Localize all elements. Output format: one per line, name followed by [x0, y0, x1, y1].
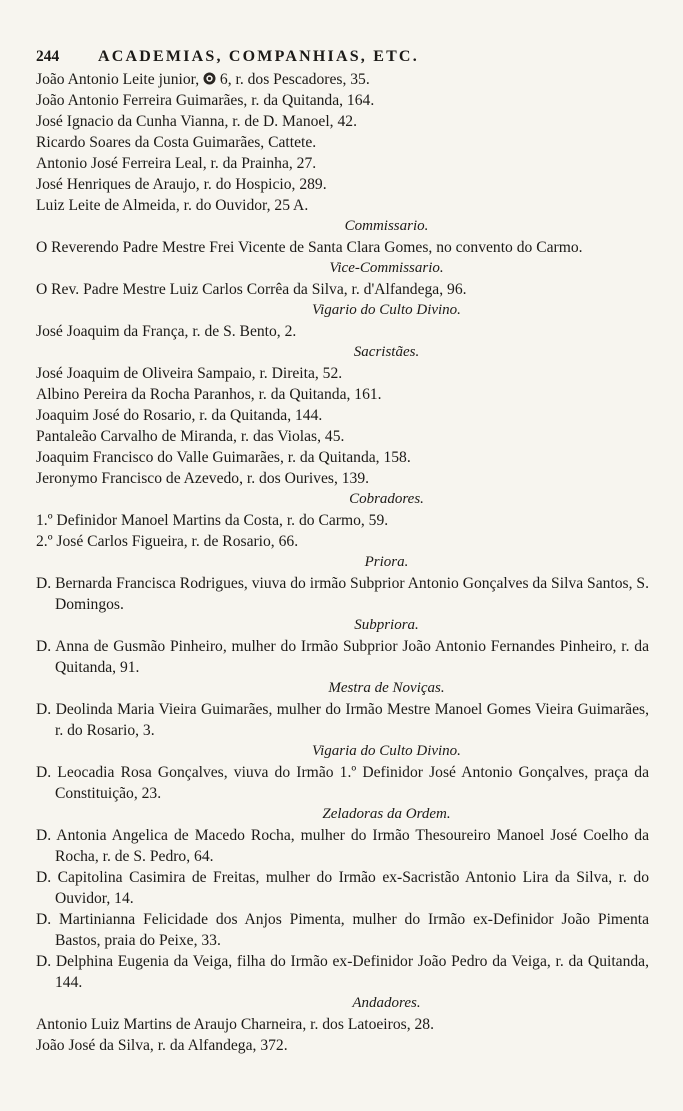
directory-entry: D. Capitolina Casimira de Freitas, mulher do Irmão ex-Sacristão Antonio Lira da Silva, r. do Ouvidor, 14.: [36, 869, 649, 907]
directory-entry: Luiz Leite de Almeida, r. do Ouvidor, 25 A.: [36, 197, 309, 214]
running-head: ACADEMIAS, COMPANHIAS, ETC.: [98, 48, 419, 65]
section-heading: Vigario do Culto Divino.: [312, 302, 461, 318]
directory-entry: D. Antonia Angelica de Macedo Rocha, mulher do Irmão Thesoureiro Manoel José Coelho da Rocha, r. de S. Pedro, 64.: [36, 827, 649, 865]
directory-entry: Albino Pereira da Rocha Paranhos, r. da Quitanda, 161.: [36, 386, 382, 403]
section-heading: Mestra de Noviças.: [328, 680, 445, 696]
directory-entry: Joaquim José do Rosario, r. da Quitanda, 144.: [36, 407, 323, 424]
section-heading: Cobradores.: [349, 491, 424, 507]
directory-entry: José Henriques de Araujo, r. do Hospicio, 289.: [36, 176, 327, 193]
directory-entry: João Antonio Ferreira Guimarães, r. da Quitanda, 164.: [36, 92, 375, 109]
directory-entry: José Joaquim de Oliveira Sampaio, r. Direita, 52.: [36, 365, 343, 382]
directory-entry: Jeronymo Francisco de Azevedo, r. dos Ourives, 139.: [36, 470, 370, 487]
section-heading: Priora.: [364, 554, 409, 570]
directory-entry: D. Delphina Eugenia da Veiga, filha do Irmão ex-Definidor João Pedro da Veiga, r. da Quitanda, 144.: [36, 953, 649, 991]
directory-entry: José Ignacio da Cunha Vianna, r. de D. Manoel, 42.: [36, 113, 357, 130]
directory-entry: João José da Silva, r. da Alfandega, 372.: [36, 1037, 288, 1054]
directory-entry: 1.º Definidor Manoel Martins da Costa, r. do Carmo, 59.: [36, 512, 389, 529]
directory-entry: D. Leocadia Rosa Gonçalves, viuva do Irmão 1.º Definidor José Antonio Gonçalves, praça da Constituição, 23.: [36, 764, 649, 802]
section-heading: Subpriora.: [354, 617, 419, 633]
directory-entry: João Antonio Leite junior, 6, r. dos Pescadores, 35.: [36, 71, 370, 88]
section-heading: Andadores.: [352, 995, 421, 1011]
directory-entry: Ricardo Soares da Costa Guimarães, Cattete.: [36, 134, 317, 151]
directory-entry: O Rev. Padre Mestre Luiz Carlos Corrêa da Silva, r. d'Alfandega, 96.: [36, 281, 467, 298]
directory-entry: D. Anna de Gusmão Pinheiro, mulher do Irmão Subprior João Antonio Fernandes Pinheiro, r. da Quitanda, 91.: [36, 638, 649, 676]
directory-entry: D. Deolinda Maria Vieira Guimarães, mulher do Irmão Mestre Manoel Gomes Vieira Guimarães, r. do Rosario, 3.: [36, 701, 649, 739]
section-heading: Vigaria do Culto Divino.: [312, 743, 461, 759]
directory-entry: Antonio Luiz Martins de Araujo Charneira, r. dos Latoeiros, 28.: [36, 1016, 434, 1033]
medal-icon: [203, 72, 216, 85]
directory-entry: Antonio José Ferreira Leal, r. da Prainha, 27.: [36, 155, 317, 172]
section-heading: Vice-Commissario.: [329, 260, 444, 276]
directory-entry: O Reverendo Padre Mestre Frei Vicente de Santa Clara Gomes, no convento do Carmo.: [36, 239, 583, 256]
section-heading: Commissario.: [344, 218, 429, 234]
page-number: 244: [36, 48, 60, 65]
section-heading: Zeladoras da Ordem.: [322, 806, 451, 822]
directory-entry: Pantaleão Carvalho de Miranda, r. das Violas, 45.: [36, 428, 345, 445]
directory-entry: D. Martinianna Felicidade dos Anjos Pimenta, mulher do Irmão ex-Definidor João Pimenta Bastos, praia do Peixe, 33.: [36, 911, 649, 949]
directory-entry: Joaquim Francisco do Valle Guimarães, r. da Quitanda, 158.: [36, 449, 411, 466]
page-header: [36, 46, 649, 68]
directory-listing: [36, 69, 649, 1056]
directory-entry: José Joaquim da França, r. de S. Bento, 2.: [36, 323, 297, 340]
directory-entry: D. Bernarda Francisca Rodrigues, viuva do irmão Subprior Antonio Gonçalves da Silva Santos, S. Domingos.: [36, 575, 649, 613]
section-heading: Sacristães.: [353, 344, 420, 360]
directory-entry: 2.º José Carlos Figueira, r. de Rosario, 66.: [36, 533, 299, 550]
